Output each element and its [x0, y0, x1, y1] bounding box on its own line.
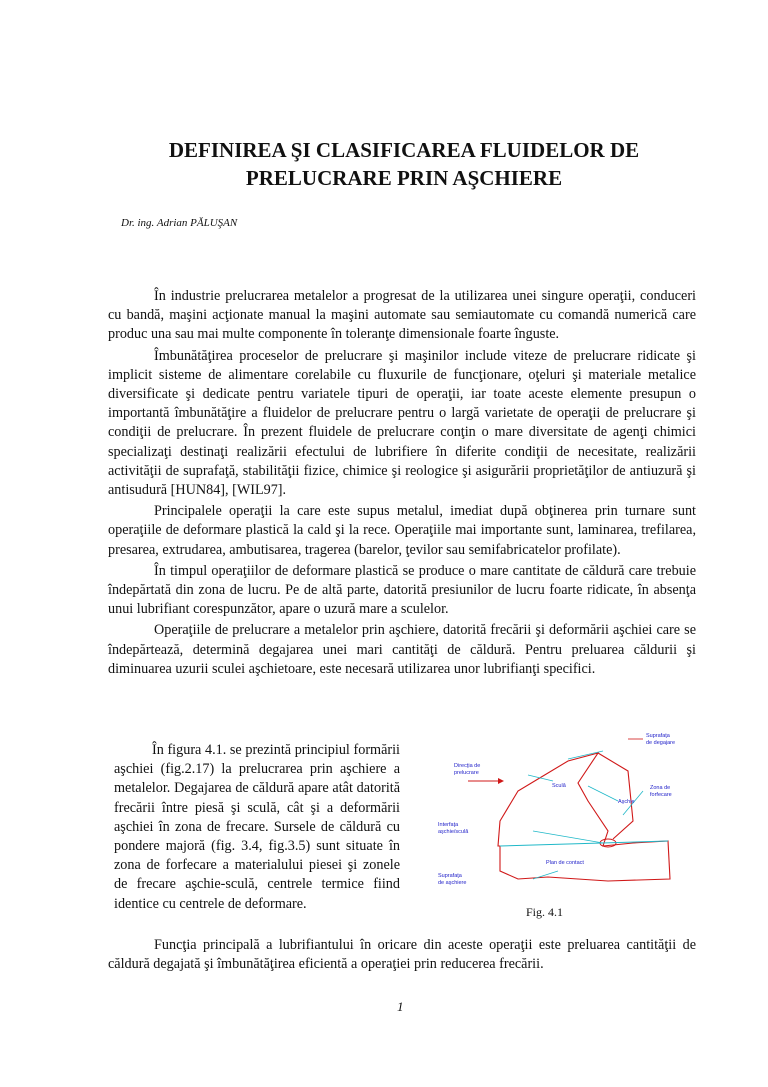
figure-paragraph: În figura 4.1. se prezintă principiul formării aşchiei (fig.2.17) la prelucrarea prin aşchiere a metalelor. Degajarea de căldură apare atât datorită frecării între piesă şi sculă, cât şi a deformării aşchiei în zona de frecare. Sursele de căldură cu pondere majoră (fig. 3.4, fig.3.5) sunt situate în zona de forfecare a materialului piesei şi zonele de frecare aşchie-sculă, centrele termice fiind identice cu centrele de deformare. — [114, 742, 400, 912]
contact-plane — [500, 841, 668, 846]
page-title — [104, 136, 704, 192]
page-number: 1 — [397, 999, 404, 1014]
final-text — [108, 936, 696, 974]
title-line-1: DEFINIREA ŞI CLASIFICAREA FLUIDELOR DE — [168, 138, 640, 162]
label-zona-2: forfecare — [650, 792, 672, 798]
chip-formation-diagram — [428, 731, 688, 901]
paragraph: Principalele operaţii la care este supus metalul, imediat după obţinerea prin turnare sunt operaţiile de deformare plastică la cald şi la rece. Operaţiile mai importante sunt, laminarea, trefilarea, presarea, extrudarea, ambutisarea, tragerea (barelor, ţevilor sau semifabricatelor profilate). — [108, 503, 696, 558]
tool-outline — [598, 753, 633, 839]
body-text — [108, 287, 696, 681]
paragraph: În timpul operaţiilor de deformare plastică se produce o mare cantitate de căldură care trebuie îndepărtată din zona de lucru. Pe de altă parte, datorită presiunilor de lucru foarte ridicate, în absenţa unui lubrifiant corespunzător, apare o uzură mare a sculelor. — [108, 562, 696, 618]
workpiece-outline — [498, 753, 670, 881]
author: Dr. ing. Adrian PĂLUŞAN — [121, 217, 238, 229]
title-line-2: PRELUCRARE PRIN AŞCHIERE — [245, 166, 563, 190]
paragraph: Îmbunătăţirea proceselor de prelucrare şi maşinilor include viteze de prelucrare ridicate şi implicit sisteme de alimentare corelabile cu fluxurile de funcţionare, oţeluri şi materiale metalice diversificate şi dedicate pentru variatele tipuri de operaţii, iar toate aceste elemente presupun o importantă îmbunătăţire a fluidelor de prelucrare pentru o largă varietate de operaţii de prelucrare şi condiţii de prelucrare. În prezent fluidele de prelucrare conţin o mare diversitate de agenţi chimici specializaţi destinaţi realizării efectului de lubrifiere în diferite condiţii de necesitate, realizării activităţii de suprafaţă, stabilităţii fizice, chimice şi reologice şi asigurării proprietăţilor de antiuzură şi antisudură [HUN84], [WIL97]. — [108, 347, 696, 499]
label-interfata-1: Interfaţa — [438, 822, 459, 828]
label-scula: Sculă — [552, 783, 566, 789]
label-aschie: Aşchie — [618, 799, 635, 805]
label-aschiere-2: de aşchiere — [438, 880, 467, 886]
label-interfata-2: aşchie/sculă — [438, 829, 469, 835]
figure-section — [108, 733, 696, 931]
label-zona-1: Zona de — [650, 785, 671, 791]
paragraph: În industrie prelucrarea metalelor a progresat de la utilizarea unei singure operaţii, conduceri cu bandă, maşini acţionate manual la maşini automate sau semiautomate cu comandă numerică care produc una sau mai multe componente în toleranţe dimensionale foarte înguste. — [108, 288, 696, 343]
paragraph: Operaţiile de prelucrare a metalelor prin aşchiere, datorită frecării şi deformării aşchiei care se îndepărtează, determină degajarea unei mari cantităţi de căldură. Pentru preluarea căldurii şi diminuarea uzurii sculei aşchietoare, este necesară utilizarea unor lubrifianţi specifici. — [108, 622, 696, 677]
label-aschiere-1: Suprafaţa — [438, 873, 462, 879]
label-plan-contact: Plan de contact — [546, 860, 584, 866]
label-degajare-2: de degajare — [646, 740, 676, 746]
label-directia-2: prelucrare — [454, 770, 479, 776]
label-directia-1: Direcţia de — [454, 763, 481, 769]
figure-text — [114, 741, 400, 914]
label-degajare-1: Suprafaţa — [646, 733, 670, 739]
figure-caption: Fig. 4.1 — [526, 905, 564, 919]
final-paragraph: Funcţia principală a lubrifiantului în oricare din aceste operaţii este preluarea cantităţii de căldură degajată şi îmbunătăţirea eficientă a operaţiei prin reducerea frecării. — [108, 937, 696, 973]
